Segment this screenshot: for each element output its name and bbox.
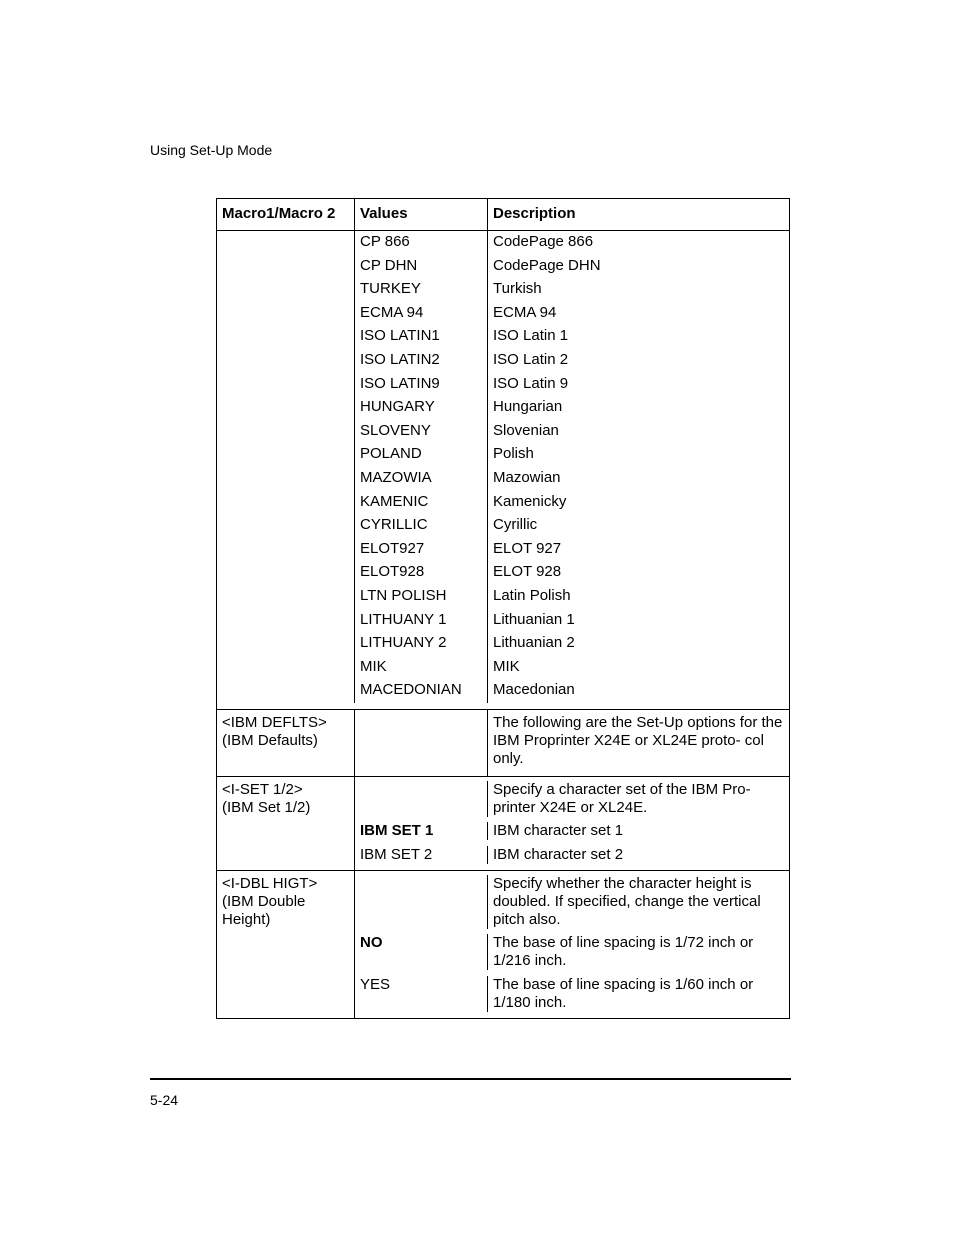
list-item (217, 349, 789, 373)
codepage-description: Hungarian (493, 398, 563, 416)
macro-name-line: (IBM Defaults) (222, 731, 318, 749)
list-item (217, 679, 789, 703)
codepage-value: MIK (355, 656, 488, 680)
codepage-description: Latin Polish (493, 586, 571, 604)
macro-cell-empty (217, 467, 355, 491)
list-item (217, 609, 789, 633)
list-item (217, 561, 789, 585)
macro-cell-empty (217, 491, 355, 515)
list-item (217, 302, 789, 326)
macro-cell-empty (217, 302, 355, 326)
macro-cell-empty (217, 420, 355, 444)
macro-name-line: (IBM Double (222, 892, 306, 910)
list-item (217, 656, 789, 680)
codepage-value: CP 866 (355, 231, 488, 255)
list-item (217, 538, 789, 562)
codepage-value: MAZOWIA (355, 467, 488, 491)
codepage-value: HUNGARY (355, 396, 488, 420)
macro-name-idbl (217, 871, 355, 1018)
option-value: IBM SET 2 (355, 846, 488, 864)
column-header-macro: Macro1/Macro 2 (217, 199, 355, 230)
column-header-values: Values (355, 199, 488, 230)
macro-cell-empty (217, 349, 355, 373)
codepage-description: CodePage 866 (493, 233, 594, 250)
codepage-value: MACEDONIAN (355, 679, 488, 703)
codepage-description: Kamenicky (493, 492, 567, 510)
value-cell-empty (355, 781, 488, 817)
list-item (217, 443, 789, 467)
codepage-description: ISO Latin 1 (493, 327, 569, 345)
codepage-value: ELOT927 (355, 538, 488, 562)
codepage-value: LITHUANY 1 (355, 609, 488, 633)
macro-cell-empty (217, 325, 355, 349)
codepage-description: ECMA 94 (493, 303, 557, 321)
list-item (217, 325, 789, 349)
codepage-value: CP DHN (355, 255, 488, 279)
description-cell: The following are the Set-Up options for the IBM Proprinter X24E or XL24E proto- col only. (493, 713, 783, 767)
running-header: Using Set-Up Mode (150, 142, 273, 158)
codepage-description: MIK (493, 657, 520, 675)
macro-name-line: <I-SET 1/2> (222, 780, 303, 798)
column-header-description: Description (493, 205, 576, 222)
macro-cell-empty (217, 609, 355, 633)
codepage-description: Cyrillic (493, 516, 538, 534)
description-intro: Specify a character set of the IBM Pro- printer X24E or XL24E. (493, 780, 751, 816)
codepage-description: ELOT 927 (493, 539, 562, 557)
macro-name-ibm-deflts (217, 710, 355, 776)
macro-name-line: (IBM Set 1/2) (222, 798, 311, 816)
codepage-description: Macedonian (493, 681, 575, 699)
list-item (217, 420, 789, 444)
macro-cell-empty (217, 561, 355, 585)
codepage-value: ELOT928 (355, 561, 488, 585)
codepage-value: ISO LATIN9 (355, 373, 488, 397)
macro-name-line: <IBM DEFLTS> (222, 713, 327, 731)
macro-cell-empty (217, 585, 355, 609)
codepage-description: CodePage DHN (493, 256, 601, 274)
codepage-value: POLAND (355, 443, 488, 467)
codepage-value: ECMA 94 (355, 302, 488, 326)
codepage-value: ISO LATIN1 (355, 325, 488, 349)
macro-cell-empty (217, 255, 355, 279)
codepage-value: CYRILLIC (355, 514, 488, 538)
codepage-list (217, 231, 789, 709)
option-value: IBM SET 1 (355, 822, 488, 840)
codepage-value: KAMENIC (355, 491, 488, 515)
list-item (217, 255, 789, 279)
macro-cell-empty (217, 538, 355, 562)
codepage-description: ISO Latin 9 (493, 374, 569, 392)
settings-table (216, 198, 790, 1019)
codepage-description: ELOT 928 (493, 563, 562, 581)
list-item (217, 514, 789, 538)
macro-cell-empty (217, 443, 355, 467)
table-header-row (217, 199, 789, 230)
codepage-description: Mazowian (493, 468, 561, 486)
list-item (217, 231, 789, 255)
macro-cell-empty (217, 396, 355, 420)
macro-cell-empty (217, 632, 355, 656)
table-row (217, 709, 789, 776)
codepage-value: SLOVENY (355, 420, 488, 444)
codepage-row (217, 230, 789, 709)
list-item (217, 278, 789, 302)
codepage-description: Slovenian (493, 421, 559, 439)
codepage-description: Polish (493, 445, 534, 463)
macro-cell-empty (217, 278, 355, 302)
value-cell-empty (355, 875, 488, 929)
macro-cell-empty (217, 373, 355, 397)
option-description: IBM character set 2 (493, 845, 624, 863)
macro-name-iset (217, 777, 355, 870)
list-item (217, 396, 789, 420)
macro-name-line: Height) (222, 910, 271, 928)
codepage-description: ISO Latin 2 (493, 350, 569, 368)
codepage-value: LTN POLISH (355, 585, 488, 609)
list-item (217, 467, 789, 491)
macro-cell-empty (217, 514, 355, 538)
macro-cell-empty (217, 656, 355, 680)
list-item (217, 491, 789, 515)
list-item (217, 373, 789, 397)
option-description: The base of line spacing is 1/72 inch or 1/216 inch. (493, 933, 754, 969)
table-row (217, 870, 789, 1018)
codepage-value: LITHUANY 2 (355, 632, 488, 656)
codepage-value: ISO LATIN2 (355, 349, 488, 373)
value-cell-empty (355, 710, 488, 776)
description-intro: Specify whether the character height is doubled. If specified, change the vertical pitch also. (493, 874, 761, 928)
codepage-description: Turkish (493, 280, 542, 298)
list-item (217, 632, 789, 656)
footer-rule (150, 1078, 791, 1080)
macro-cell-empty (217, 679, 355, 703)
option-description: IBM character set 1 (493, 821, 624, 839)
codepage-description: Lithuanian 1 (493, 610, 575, 628)
macro-name-line: <I-DBL HIGT> (222, 874, 318, 892)
macro-cell-empty (217, 231, 355, 255)
codepage-description: Lithuanian 2 (493, 634, 575, 652)
option-value: YES (355, 976, 488, 1012)
option-value: NO (355, 934, 488, 970)
option-description: The base of line spacing is 1/60 inch or 1/180 inch. (493, 975, 754, 1011)
table-row (217, 776, 789, 870)
list-item (217, 585, 789, 609)
page-number: 5-24 (150, 1092, 179, 1108)
codepage-value: TURKEY (355, 278, 488, 302)
